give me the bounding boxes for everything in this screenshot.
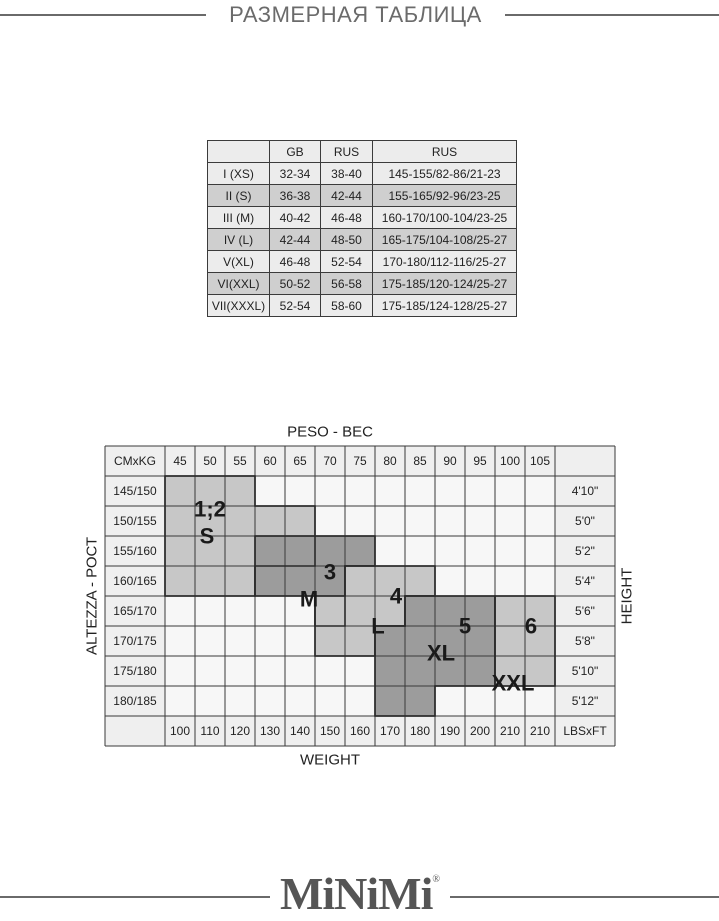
table-cell: II (S) [208,185,270,207]
table-cell: 46-48 [270,251,321,273]
cm-row-label: 170/175 [113,634,157,648]
cm-row-label: 165/170 [113,604,157,618]
kg-tick-label: 105 [529,454,551,468]
table-cell: 56-58 [321,273,373,295]
lbs-tick-label: 180 [409,724,431,738]
table-cell: 52-54 [321,251,373,273]
footer-rule-left [0,896,270,898]
table-cell: 155-165/92-96/23-25 [373,185,517,207]
kg-tick-label: 55 [233,454,247,468]
kg-tick-label: 65 [293,454,307,468]
table-row [208,207,517,229]
size-zone-number: 6 [524,613,538,639]
registered-mark: ® [432,874,440,885]
page-title: РАЗМЕРНАЯ ТАБЛИЦА [229,2,482,27]
size-zone-letter: XL [426,640,456,666]
kg-tick-label: 50 [203,454,217,468]
table-cell: 48-50 [321,229,373,251]
brand-logo [270,866,450,921]
axis-title-height: HEIGHT [618,567,636,625]
ft-row-label: 5'4" [575,574,595,588]
table-row [208,229,517,251]
lbs-tick-label: 130 [259,724,281,738]
kg-tick-label: 90 [443,454,457,468]
brand-name: MiNiMi [279,868,433,919]
axis-title-altezza: ALTEZZA - РОСТ [83,536,101,656]
size-zone-number: 5 [458,613,472,639]
lbs-tick-label: 200 [469,724,491,738]
corner-label-lbsxft: LBSxFT [563,724,607,738]
size-zone-number: 3 [323,559,337,585]
table-cell: 42-44 [270,229,321,251]
kg-tick-label: 85 [413,454,427,468]
table-row [208,273,517,295]
size-zone-letter: S [199,523,215,549]
table-cell: 50-52 [270,273,321,295]
lbs-tick-label: 160 [349,724,371,738]
table-cell: 160-170/100-104/23-25 [373,207,517,229]
table-cell: VII(XXXL) [208,295,270,317]
cm-row-label: 150/155 [113,514,157,528]
size-zone-letter: XXL [491,670,535,696]
table-cell: I (XS) [208,163,270,185]
table-cell: 145-155/82-86/21-23 [373,163,517,185]
table-cell: 58-60 [321,295,373,317]
ft-row-label: 5'6" [575,604,595,618]
table-cell: V(XL) [208,251,270,273]
size-zone-letter: M [299,586,319,612]
axis-title-weight: WEIGHT [300,751,360,769]
ft-row-label: 4'10" [571,484,599,498]
cm-row-label: 145/150 [113,484,157,498]
kg-tick-label: 80 [383,454,397,468]
kg-tick-label: 60 [263,454,277,468]
table-header-cell: RUS [373,141,517,163]
table-cell: 170-180/112-116/25-27 [373,251,517,273]
table-cell: III (M) [208,207,270,229]
lbs-tick-label: 190 [439,724,461,738]
kg-tick-label: 45 [173,454,187,468]
table-cell: 42-44 [321,185,373,207]
table-row [208,185,517,207]
axis-title-peso: PESO - ВЕС [287,423,373,441]
lbs-tick-label: 120 [229,724,251,738]
lbs-tick-label: 150 [319,724,341,738]
table-cell: 175-185/124-128/25-27 [373,295,517,317]
table-cell: 52-54 [270,295,321,317]
table-cell: 38-40 [321,163,373,185]
table-header-cell: RUS [321,141,373,163]
ft-row-label: 5'8" [575,634,595,648]
ft-row-label: 5'10" [571,664,599,678]
lbs-tick-label: 210 [529,724,551,738]
table-cell: 36-38 [270,185,321,207]
table-cell: 32-34 [270,163,321,185]
cm-row-label: 160/165 [113,574,157,588]
kg-tick-label: 100 [499,454,521,468]
table-cell: IV (L) [208,229,270,251]
lbs-tick-label: 170 [379,724,401,738]
table-header-row [208,141,517,163]
size-conversion-table [207,140,517,317]
cm-row-label: 175/180 [113,664,157,678]
table-cell: 165-175/104-108/25-27 [373,229,517,251]
table-cell: VI(XXL) [208,273,270,295]
table-row [208,295,517,317]
size-grid-chart [0,420,719,770]
ft-row-label: 5'12" [571,694,599,708]
table-cell: 40-42 [270,207,321,229]
kg-tick-label: 95 [473,454,487,468]
table-cell: 46-48 [321,207,373,229]
lbs-tick-label: 110 [200,724,220,738]
table-cell: 175-185/120-124/25-27 [373,273,517,295]
cm-row-label: 180/185 [113,694,157,708]
footer-rule-right [450,896,719,898]
header-rule-right [505,14,719,16]
ft-row-label: 5'2" [575,544,595,558]
table-header-cell [208,141,270,163]
corner-label-cmxkg: CMxKG [114,454,156,468]
size-zone-number: 4 [389,583,403,609]
header-rule-left [0,14,206,16]
cm-row-label: 155/160 [113,544,157,558]
lbs-tick-label: 210 [499,724,521,738]
lbs-tick-label: 140 [289,724,311,738]
size-zone-letter: L [371,613,385,639]
table-row [208,251,517,273]
kg-tick-label: 75 [353,454,367,468]
lbs-tick-label: 100 [169,724,191,738]
kg-tick-label: 70 [323,454,337,468]
size-zone-number: 1;2 [194,496,226,522]
ft-row-label: 5'0" [575,514,595,528]
table-row [208,163,517,185]
table-header-cell: GB [270,141,321,163]
